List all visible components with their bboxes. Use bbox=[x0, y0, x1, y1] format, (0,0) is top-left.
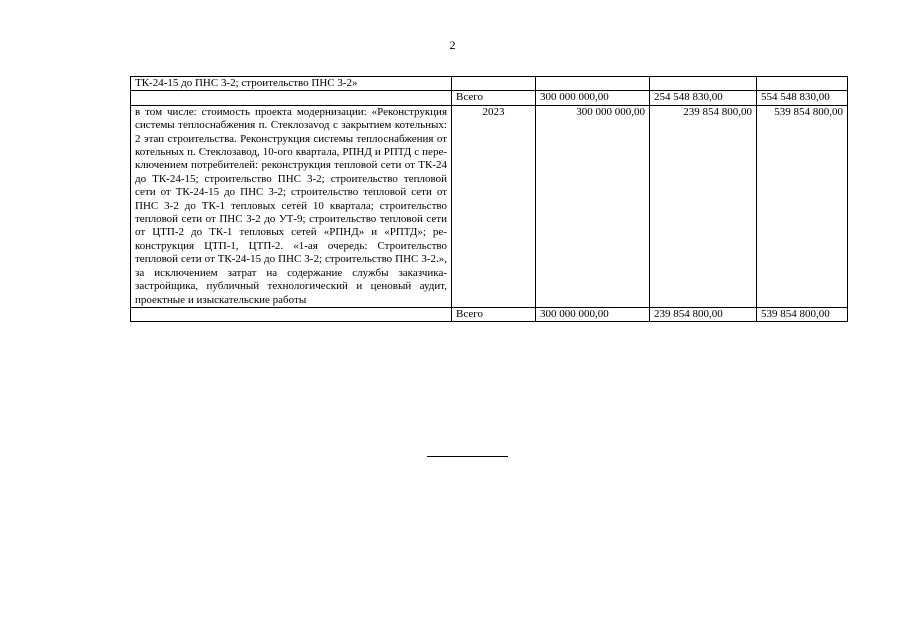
amount-cell: 239 854 800,00 bbox=[650, 105, 757, 307]
total-amount-cell: 539 854 800,00 bbox=[757, 307, 848, 321]
project-description-cell: в том числе: стоимость проекта модернизации: «Реконструкция системы теплоснабжения п. Стеклозаvод с закрытием котельных: 2 этап строительства. Реконструкция системы теплоснабжения от котельных п. Стеклозавод, 10-ого квартала, РПНД и РПТД с переключением потребителей: реконструкция тепловой сети от ТК-24 до ТК-24-15; строительство ПНС 3-2; строительство тепловой сети от ТК-24-15 до ПНС 3-2; строительство тепловой сети от ПНС 3-2 до ТК-1 тепловых сетей 10 квартала; строительство тепловой сети от ПНС 3-2 до УТ-9; строительство тепловой сети от ЦТП-2 до ТК-1 тепловых сетей «РПНД» и «РПТД»; реконструкция ЦТП-1, ЦТП-2. «1-ая очередь: Строительство тепловой сети от ТК-24-15 до ПНС 3-2; строительство ПНС 3-2.», за исключением затрат на содержание службы заказчика-застройщика, публичный технологический и ценовый аудит, проектные и изыскательские работы bbox=[131, 105, 452, 307]
table-row-continued bbox=[131, 77, 848, 91]
empty-cell bbox=[131, 307, 452, 321]
total-label-cell: Всего bbox=[452, 307, 536, 321]
total-amount-cell: 239 854 800,00 bbox=[650, 307, 757, 321]
year-cell: 2023 bbox=[452, 105, 536, 307]
amount-cell: 300 000 000,00 bbox=[536, 105, 650, 307]
page-number: 2 bbox=[449, 38, 456, 52]
empty-cell bbox=[536, 77, 650, 91]
table-row-project bbox=[131, 105, 848, 307]
total-label-cell: Всего bbox=[452, 91, 536, 105]
total-amount-cell: 300 000 000,00 bbox=[536, 91, 650, 105]
footnote-rule bbox=[427, 456, 508, 457]
empty-cell bbox=[757, 77, 848, 91]
table-row-total bbox=[131, 307, 848, 321]
table-row-total bbox=[131, 91, 848, 105]
empty-cell bbox=[131, 91, 452, 105]
empty-cell bbox=[452, 77, 536, 91]
total-amount-cell: 554 548 830,00 bbox=[757, 91, 848, 105]
amount-cell: 539 854 800,00 bbox=[757, 105, 848, 307]
continued-description-cell: ТК-24-15 до ПНС 3-2; строительство ПНС 3-2» bbox=[131, 77, 452, 91]
total-amount-cell: 254 548 830,00 bbox=[650, 91, 757, 105]
budget-table bbox=[130, 76, 848, 322]
total-amount-cell: 300 000 000,00 bbox=[536, 307, 650, 321]
empty-cell bbox=[650, 77, 757, 91]
